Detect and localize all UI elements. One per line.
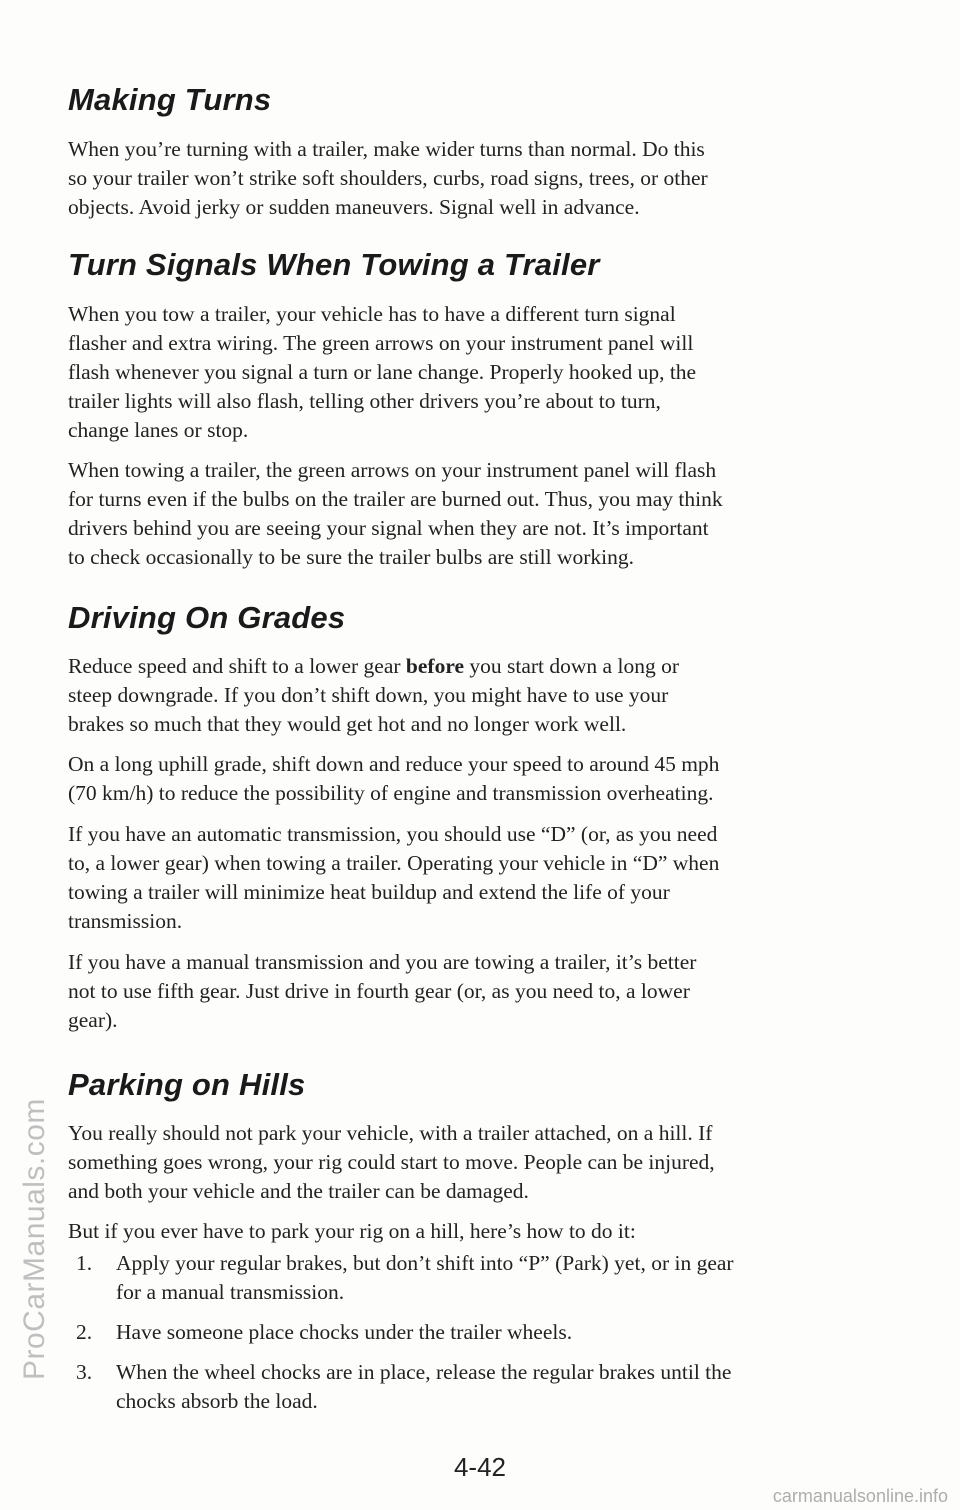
- watermark-bottom: carmanualsonline.info: [772, 1486, 948, 1506]
- text-line: to check occasionally to be sure the trailer bulbs are still working.: [68, 545, 634, 569]
- text-line: If you have an automatic transmission, you should use “D” (or, as you need: [68, 822, 718, 846]
- text-line: But if you ever have to park your rig on a hill, here’s how to do it:: [68, 1219, 636, 1243]
- text-line: trailer lights will also flash, telling other drivers you’re about to turn,: [68, 389, 661, 413]
- text-line: flash whenever you signal a turn or lane change. Properly hooked up, the: [68, 360, 697, 384]
- text-line: change lanes or stop.: [68, 418, 249, 442]
- text-line: towing a trailer will minimize heat buildup and extend the life of your: [68, 880, 670, 904]
- text-line: Apply your regular brakes, but don’t shift into “P” (Park) yet, or in gear: [116, 1251, 734, 1275]
- paragraph-grades-3: [68, 820, 868, 936]
- heading-driving-on-grades: Driving On Grades: [68, 600, 346, 635]
- text-line: for a manual transmission.: [116, 1280, 345, 1304]
- text-line: On a long uphill grade, shift down and reduce your speed to around 45 mph: [68, 752, 720, 776]
- paragraph-turn-signals-1: [68, 300, 868, 445]
- page-number: 4-42: [453, 1452, 507, 1482]
- text-line: You really should not park your vehicle, with a trailer attached, on a hill. If: [68, 1121, 713, 1145]
- paragraph-making-turns: [68, 135, 868, 222]
- text-line: Have someone place chocks under the trailer wheels.: [116, 1320, 573, 1344]
- emphasis-before: before: [405, 654, 465, 678]
- text-line: transmission.: [68, 909, 183, 933]
- paragraph-parking-2: [68, 1217, 868, 1246]
- text-run: you start down a long or: [464, 654, 679, 678]
- text-line: gear).: [68, 1008, 118, 1032]
- text-line: not to use fifth gear. Just drive in fourth gear (or, as you need to, a lower: [68, 979, 690, 1003]
- text-line: brakes so much that they would get hot and no longer work well.: [68, 712, 627, 736]
- list-item: [76, 1249, 876, 1307]
- text-line: drivers behind you are seeing your signal when they are not. It’s important: [68, 516, 709, 540]
- text-line: When the wheel chocks are in place, release the regular brakes until the: [116, 1360, 732, 1384]
- text-run: Reduce speed and shift to a lower gear: [68, 654, 406, 678]
- paragraph-turn-signals-2: [68, 456, 868, 572]
- step-number: 2.: [76, 1320, 93, 1344]
- text-line: If you have a manual transmission and you are towing a trailer, it’s better: [68, 950, 697, 974]
- heading-turn-signals: Turn Signals When Towing a Trailer: [68, 247, 600, 282]
- step-number: 1.: [76, 1251, 93, 1275]
- text-line: so your trailer won’t strike soft shoulders, curbs, road signs, trees, or other: [68, 166, 708, 190]
- heading-parking-on-hills: Parking on Hills: [68, 1067, 306, 1102]
- watermark-left: ProCarManuals.com: [18, 1098, 51, 1380]
- text-line: something goes wrong, your rig could start to move. People can be injured,: [68, 1150, 715, 1174]
- text-line: chocks absorb the load.: [116, 1389, 318, 1413]
- text-line: When you’re turning with a trailer, make wider turns than normal. Do this: [68, 137, 705, 161]
- list-item: [76, 1318, 876, 1347]
- text-line: When you tow a trailer, your vehicle has to have a different turn signal: [68, 302, 676, 326]
- text-line: objects. Avoid jerky or sudden maneuvers. Signal well in advance.: [68, 195, 640, 219]
- paragraph-grades-1: [68, 652, 868, 739]
- text-line: (70 km/h) to reduce the possibility of engine and transmission overheating.: [68, 781, 714, 805]
- text-line: for turns even if the bulbs on the trailer are burned out. Thus, you may think: [68, 487, 723, 511]
- text-line: flasher and extra wiring. The green arrows on your instrument panel will: [68, 331, 694, 355]
- list-item: [76, 1358, 876, 1416]
- text-line: When towing a trailer, the green arrows on your instrument panel will flash: [68, 458, 717, 482]
- text-line: steep downgrade. If you don’t shift down, you might have to use your: [68, 683, 669, 707]
- text-line: to, a lower gear) when towing a trailer. Operating your vehicle in “D” when: [68, 851, 720, 875]
- step-number: 3.: [76, 1360, 93, 1384]
- text-line: [68, 652, 868, 681]
- paragraph-parking-1: [68, 1119, 868, 1206]
- paragraph-grades-4: [68, 948, 868, 1035]
- heading-making-turns: Making Turns: [68, 82, 272, 117]
- parking-steps-list: [76, 1249, 876, 1427]
- text-line: and both your vehicle and the trailer can be damaged.: [68, 1179, 529, 1203]
- paragraph-grades-2: [68, 750, 868, 808]
